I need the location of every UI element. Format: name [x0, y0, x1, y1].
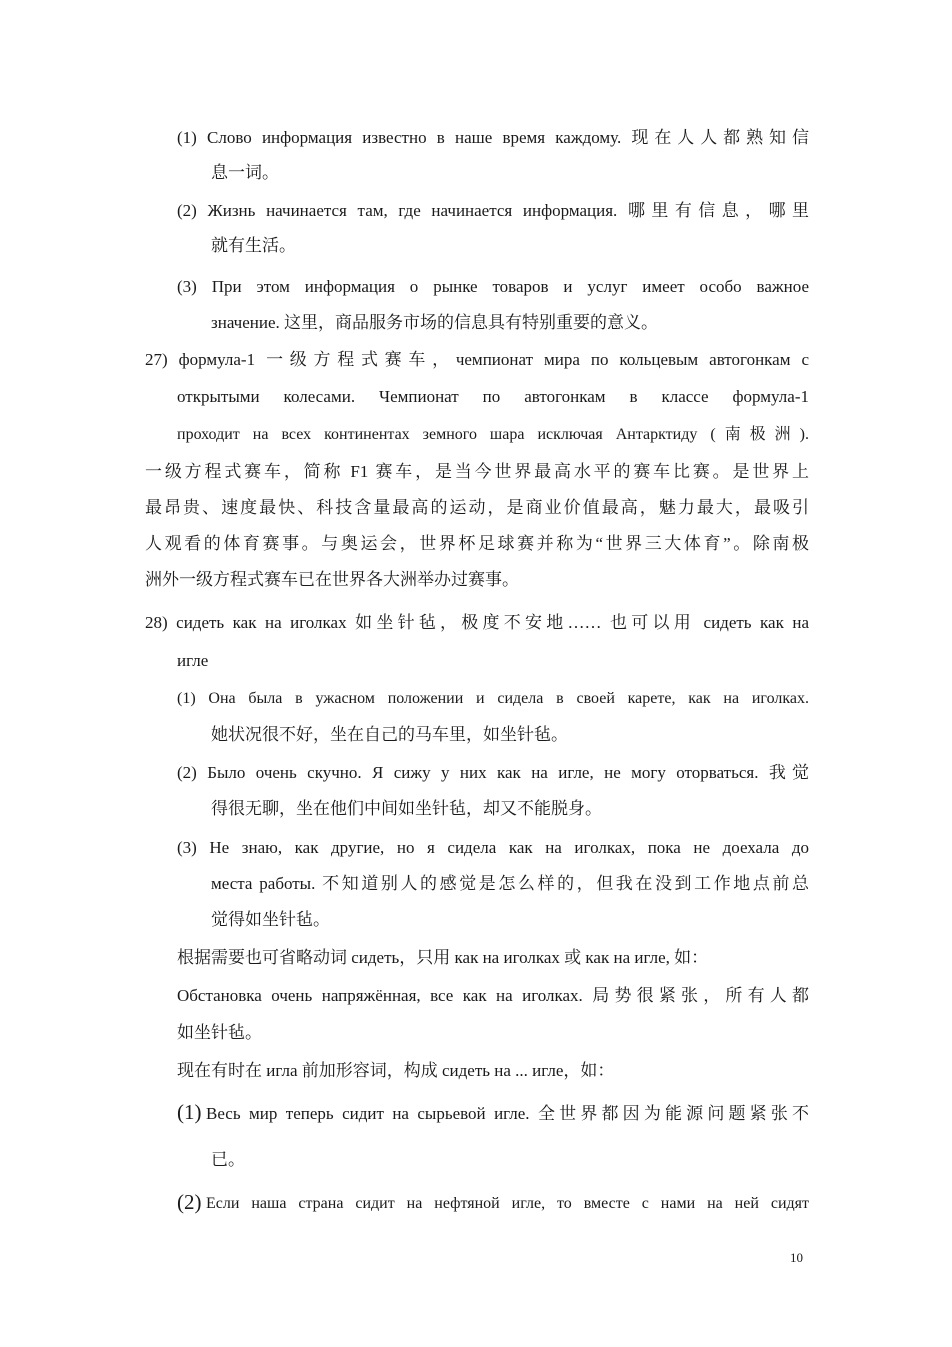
text-line: (1) Слово информация известно в наше время каждому. 现在人人都熟知信 [177, 128, 809, 147]
text-line: 已。 [211, 1150, 245, 1169]
text-line: (3) При этом информация о рынке товаров и услуг имеет особо важное [177, 277, 809, 296]
text-line: 28) сидеть как на иголках 如坐针毡，极度不安地…… 也可以用 сидеть как на [145, 613, 809, 632]
text-line: проходит на всех континентах земного шара исключая Антарктиду (南极洲). [177, 426, 809, 443]
text-line: 27) формула-1 一级方程式赛车，чемпионат мира по кольцевым автогонкам с [145, 350, 809, 369]
list-marker: (1) [177, 1100, 202, 1124]
list-marker: (2) [177, 1190, 202, 1214]
text-line: игле [177, 651, 209, 670]
text-line: 一级方程式赛车，简称 F1 赛车，是当今世界最高水平的赛车比赛。是世界上 [145, 462, 809, 481]
text-line: 人观看的体育赛事。与奥运会，世界杯足球赛并称为“世界三大体育”。除南极 [145, 534, 809, 553]
text-line: (2) Было очень скучно. Я сижу у них как на игле, не могу оторваться. 我觉 [177, 763, 809, 782]
text-line: 她状况很不好，坐在自己的马车里，如坐针毡。 [211, 725, 568, 744]
text-line: 如坐针毡。 [177, 1023, 262, 1042]
text-line: 就有生活。 [211, 236, 296, 255]
text-line: (1) Она была в ужасном положении и сидела в своей карете, как на иголках. [177, 690, 809, 707]
text-line: 最昂贵、速度最快、科技含量最高的运动，是商业价值最高，魅力最大，最吸引 [145, 498, 809, 517]
text-line: 现在有时在 игла 前加形容词，构成 сидеть на ... игле，如： [177, 1061, 615, 1080]
page-number: 10 [790, 1250, 803, 1265]
text-line: 洲外一级方程式赛车已在世界各大洲举办过赛事。 [145, 570, 519, 589]
text-line: Если наша страна сидит на нефтяной игле, то вместе с нами на ней сидят [206, 1195, 809, 1212]
text-line: (3) Не знаю, как другие, но я сидела как на иголках, пока не доехала до [177, 838, 809, 857]
text-line: 觉得如坐针毡。 [211, 910, 330, 929]
text-line: Весь мир теперь сидит на сырьевой игле. 全世界都因为能源问题紧张不 [206, 1104, 809, 1123]
text-line: значение. 这里，商品服务市场的信息具有特别重要的意义。 [211, 313, 659, 332]
text-line: Обстановка очень напряжённая, все как на иголках. 局势很紧张，所有人都 [177, 986, 809, 1005]
text-line: (2) Жизнь начинается там, где начинается информация. 哪里有信息，哪里 [177, 201, 809, 220]
text-line: 得很无聊，坐在他们中间如坐针毡，却又不能脱身。 [211, 799, 602, 818]
text-line: открытыми колесами. Чемпионат по автогонкам в классе формула-1 [177, 387, 809, 406]
text-line: места работы. 不知道别人的感觉是怎么样的，但我在没到工作地点前总 [211, 874, 809, 893]
text-line: 息一词。 [211, 163, 279, 182]
text-line: 根据需要也可省略动词 сидеть，只用 как на иголках 或 как на игле, 如： [177, 948, 709, 967]
